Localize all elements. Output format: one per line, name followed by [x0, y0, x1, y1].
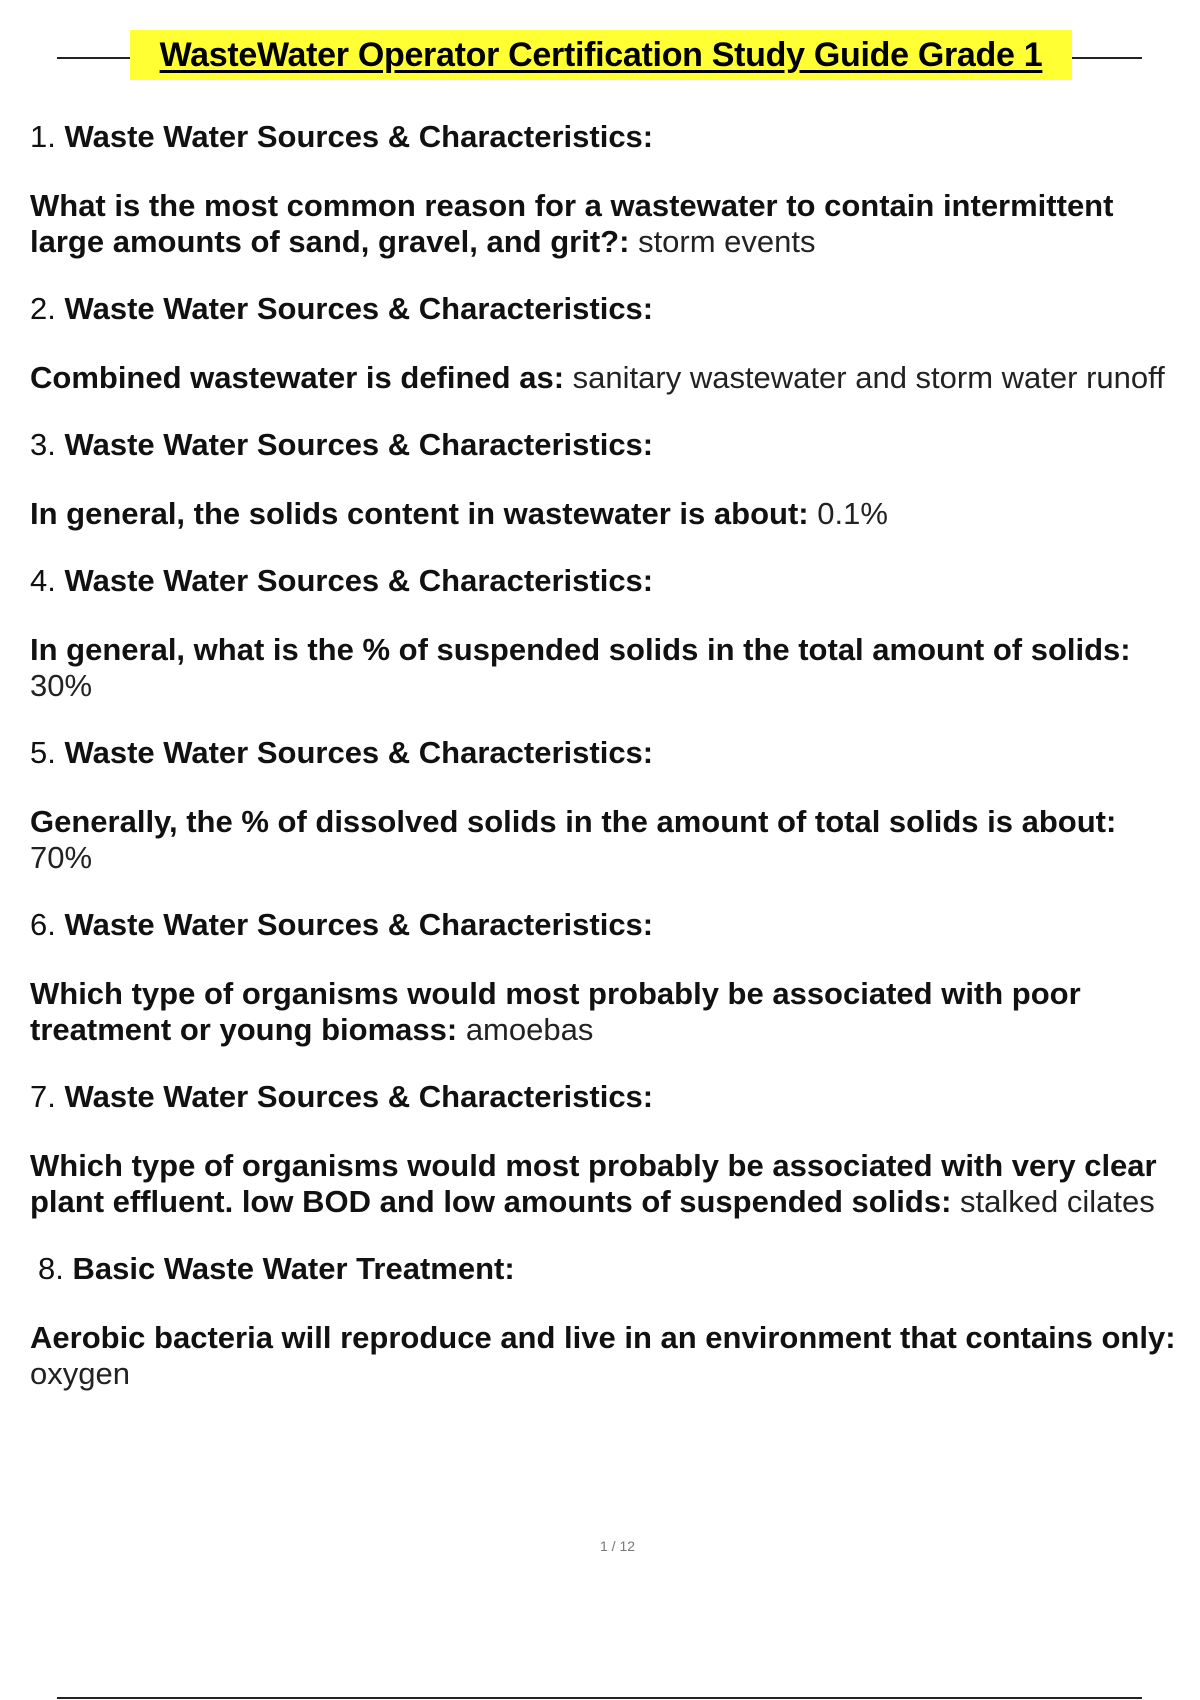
item-number: 7. — [30, 1079, 56, 1114]
question-answer — [30, 1148, 1200, 1220]
section-name: Waste Water Sources & Characteristics: — [64, 291, 654, 326]
answer-text: stalked cilates — [960, 1184, 1155, 1219]
answer-text: sanitary wastewater and storm water runoff — [572, 360, 1165, 395]
qa-item-8 — [30, 1250, 1200, 1392]
question-text: What is the most common reason for a wastewater to contain intermittent — [30, 188, 1114, 223]
qa-item-6 — [30, 906, 1200, 1048]
qa-item-4 — [30, 562, 1200, 704]
section-name: Waste Water Sources & Characteristics: — [64, 907, 654, 942]
question-answer — [30, 360, 1200, 396]
answer-text: 70% — [30, 840, 93, 875]
document-header — [57, 30, 1142, 82]
answer-text: 30% — [30, 668, 93, 703]
answer-text: amoebas — [465, 1012, 594, 1047]
item-number: 4. — [30, 563, 56, 598]
section-heading — [30, 906, 1200, 944]
question-text: Generally, the % of dissolved solids in the amount of total solids is about: — [30, 804, 1117, 839]
section-heading — [30, 426, 1200, 464]
item-number: 2. — [30, 291, 56, 326]
section-name: Waste Water Sources & Characteristics: — [64, 427, 654, 462]
section-name: Basic Waste Water Treatment: — [72, 1251, 515, 1286]
section-name: Waste Water Sources & Characteristics: — [64, 563, 654, 598]
page-title: WasteWater Operator Certification Study Guide Grade 1 — [130, 30, 1072, 80]
question-text: In general, the solids content in wastewater is about: — [30, 496, 809, 531]
section-name: Waste Water Sources & Characteristics: — [64, 1079, 654, 1114]
section-name: Waste Water Sources & Characteristics: — [64, 735, 654, 770]
item-number: 8. — [38, 1251, 64, 1286]
question-answer — [30, 1320, 1200, 1392]
qa-item-7 — [30, 1078, 1200, 1220]
section-heading — [30, 1250, 1200, 1288]
section-heading — [30, 1078, 1200, 1116]
question-answer — [30, 632, 1200, 704]
section-heading — [30, 562, 1200, 600]
qa-item-2 — [30, 290, 1200, 396]
item-number: 5. — [30, 735, 56, 770]
section-heading — [30, 734, 1200, 772]
study-guide-content — [30, 118, 1200, 1422]
item-number: 1. — [30, 119, 56, 154]
answer-text: storm events — [638, 224, 816, 259]
page-number: 1 / 12 — [599, 1538, 636, 1554]
footer-rule — [57, 1697, 1142, 1699]
question-answer — [30, 496, 1200, 532]
question-text: In general, what is the % of suspended solids in the total amount of solids: — [30, 632, 1131, 667]
section-heading — [30, 290, 1200, 328]
question-answer — [30, 976, 1200, 1048]
question-text: Which type of organisms would most probably be associated with very clear — [30, 1148, 1157, 1183]
section-heading — [30, 118, 1200, 156]
question-text: Which type of organisms would most probably be associated with poor — [30, 976, 1081, 1011]
question-text: Aerobic bacteria will reproduce and live in an environment that contains only: — [30, 1320, 1176, 1355]
section-name: Waste Water Sources & Characteristics: — [64, 119, 654, 154]
title-rule-right — [1072, 57, 1142, 59]
question-text: treatment or young biomass: — [30, 1012, 458, 1047]
qa-item-3 — [30, 426, 1200, 532]
question-answer — [30, 188, 1200, 260]
question-text: plant effluent. low BOD and low amounts of suspended solids: — [30, 1184, 952, 1219]
answer-text: 0.1% — [817, 496, 888, 531]
title-rule-left — [57, 57, 130, 59]
answer-text: oxygen — [30, 1356, 130, 1391]
question-text: large amounts of sand, gravel, and grit?: — [30, 224, 630, 259]
question-text: Combined wastewater is defined as: — [30, 360, 565, 395]
question-answer — [30, 804, 1200, 876]
item-number: 6. — [30, 907, 56, 942]
qa-item-5 — [30, 734, 1200, 876]
item-number: 3. — [30, 427, 56, 462]
qa-item-1 — [30, 118, 1200, 260]
